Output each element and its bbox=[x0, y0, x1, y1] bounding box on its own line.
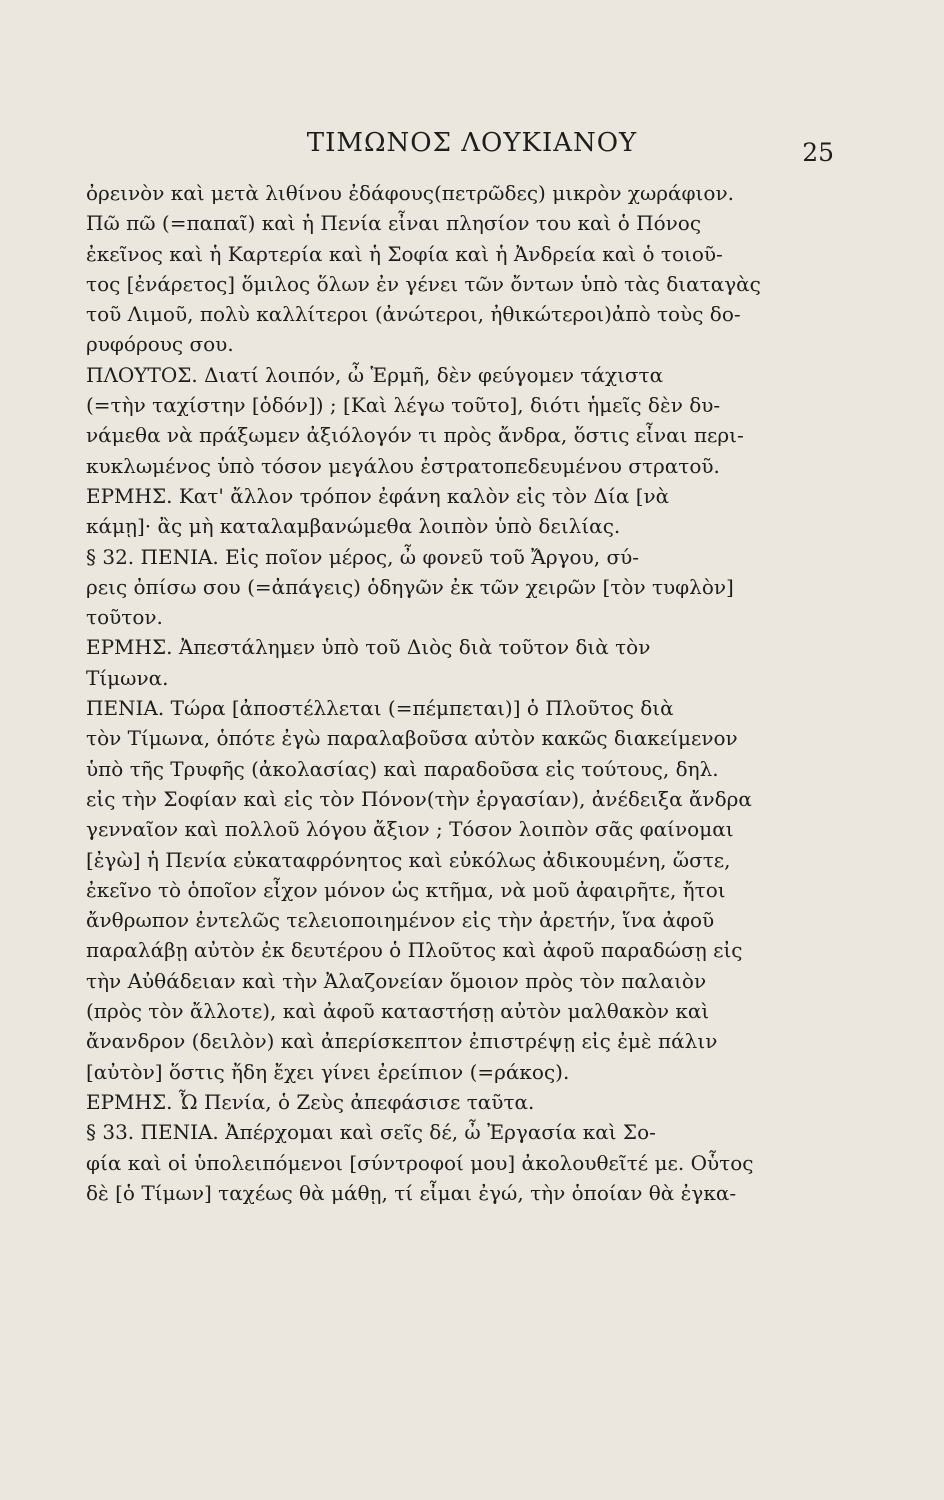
text-line: κυκλωμένος ὑπὸ τόσον μεγάλου ἐστρατοπεδευμένου στρατοῦ. bbox=[86, 453, 720, 478]
body-text bbox=[86, 178, 826, 1208]
text-line: τοῦτον. bbox=[86, 605, 163, 630]
text-line: Πῶ πῶ (=παπαῖ) καὶ ἡ Πενία εἶναι πλησίον του καὶ ὁ Πόνος bbox=[86, 211, 702, 236]
text-line: νάμεθα νὰ πράξωμεν ἀξιόλογόν τι πρὸς ἄνδρα, ὅστις εἶναι περι- bbox=[86, 423, 744, 448]
text-line: παραλάβῃ αὐτὸν ἐκ δευτέρου ὁ Πλοῦτος καὶ ἀφοῦ παραδώσῃ εἰς bbox=[86, 938, 743, 963]
text-line: δὲ [ὁ Τίμων] ταχέως θὰ μάθῃ, τί εἶμαι ἐγώ, τὴν ὁποίαν θὰ ἐγκα- bbox=[86, 1180, 737, 1205]
text-line: ἐκεῖνος καὶ ἡ Καρτερία καὶ ἡ Σοφία καὶ ἡ Ἀνδρεία καὶ ὁ τοιοῦ- bbox=[86, 241, 723, 266]
text-line: ΠΕΝΙΑ. Τώρα [ἀποστέλλεται (=πέμπεται)] ὁ Πλοῦτος διὰ bbox=[86, 696, 674, 721]
text-line: τὸν Τίμωνα, ὁπότε ἐγὼ παραλαβοῦσα αὐτὸν κακῶς διακείμενον bbox=[86, 726, 738, 751]
text-line: τος [ἐνάρετος] ὅμιλος ὅλων ἐν γένει τῶν ὄντων ὑπὸ τὰς διαταγὰς bbox=[86, 271, 761, 296]
text-line: εἰς τὴν Σοφίαν καὶ εἰς τὸν Πόνον(τὴν ἐργασίαν), ἀνέδειξα ἄνδρα bbox=[86, 786, 752, 811]
text-line: κάμῃ]· ἂς μὴ καταλαμβανώμεθα λοιπὸν ὑπὸ δειλίας. bbox=[86, 514, 621, 539]
text-line: φία καὶ οἱ ὑπολειπόμενοι [σύντροφοί μου] ἀκολουθεῖτέ με. Οὗτος bbox=[86, 1150, 754, 1175]
text-line: τὴν Αὐθάδειαν καὶ τὴν Ἀλαζονείαν ὅμοιον πρὸς τὸν παλαιὸν bbox=[86, 968, 707, 993]
text-line: ΕΡΜΗΣ. Ἀπεστάλημεν ὑπὸ τοῦ Διὸς διὰ τοῦτον διὰ τὸν bbox=[86, 635, 651, 660]
text-line: ρεις ὀπίσω σου (=ἀπάγεις) ὁδηγῶν ἐκ τῶν χειρῶν [τὸν τυφλὸν] bbox=[86, 574, 734, 599]
text-line: Τίμωνα. bbox=[86, 665, 169, 690]
text-line: (=τὴν ταχίστην [ὁδόν]) ; [Καὶ λέγω τοῦτο], διότι ἡμεῖς δὲν δυ- bbox=[86, 393, 721, 418]
page-number: 25 bbox=[802, 138, 834, 167]
text-line: [αὐτὸν] ὅστις ἤδη ἔχει γίνει ἐρείπιον (=ράκος). bbox=[86, 1059, 570, 1084]
text-line: ΠΛΟΥΤΟΣ. Διατί λοιπόν, ὦ Ἑρμῆ, δὲν φεύγομεν τάχιστα bbox=[86, 362, 664, 387]
text-line: ἄνανδρον (δειλὸν) καὶ ἀπερίσκεπτον ἐπιστρέψῃ εἰς ἐμὲ πάλιν bbox=[86, 1029, 718, 1054]
text-line: ΕΡΜΗΣ. Ὦ Πενία, ὁ Ζεὺς ἀπεφάσισε ταῦτα. bbox=[86, 1089, 535, 1114]
text-line: ἐκεῖνο τὸ ὁποῖον εἶχον μόνον ὡς κτῆμα, νὰ μοῦ ἀφαιρῆτε, ἤτοι bbox=[86, 877, 726, 902]
text-line: γενναῖον καὶ πολλοῦ λόγου ἄξιον ; Τόσον λοιπὸν σᾶς φαίνομαι bbox=[86, 817, 734, 842]
text-line: [ἐγὼ] ἡ Πενία εὐκαταφρόνητος καὶ εὐκόλως ἀδικουμένη, ὥστε, bbox=[86, 847, 731, 872]
text-line: ἄνθρωπον ἐντελῶς τελειοποιημένον εἰς τὴν ἀρετήν, ἵνα ἀφοῦ bbox=[86, 908, 715, 933]
text-line: ὀρεινὸν καὶ μετὰ λιθίνου ἐδάφους(πετρῶδες) μικρὸν χωράφιον. bbox=[86, 181, 734, 205]
text-line: ρυφόρους σου. bbox=[86, 332, 234, 357]
running-title: ΤΙΜΩΝΟΣ ΛΟΥΚΙΑΝΟΥ bbox=[306, 128, 638, 158]
text-line: ΕΡΜΗΣ. Κατ' ἄλλον τρόπον ἐφάνη καλὸν εἰς τὸν Δία [νὰ bbox=[86, 483, 670, 508]
text-line: § 32. ΠΕΝΙΑ. Εἰς ποῖον μέρος, ὦ φονεῦ τοῦ Ἄργου, σύ- bbox=[86, 544, 640, 569]
text-line: § 33. ΠΕΝΙΑ. Ἀπέρχομαι καὶ σεῖς δέ, ὦ Ἐργασία καὶ Σο- bbox=[86, 1120, 656, 1145]
text-line: (πρὸς τὸν ἄλλοτε), καὶ ἀφοῦ καταστήσῃ αὐτὸν μαλθακὸν καὶ bbox=[86, 999, 710, 1024]
text-line: ὑπὸ τῆς Τρυφῆς (ἀκολασίας) καὶ παραδοῦσα εἰς τούτους, δηλ. bbox=[86, 756, 719, 781]
text-line: τοῦ Λιμοῦ, πολὺ καλλίτεροι (ἀνώτεροι, ἠθικώτεροι)ἀπὸ τοὺς δο- bbox=[86, 302, 741, 327]
